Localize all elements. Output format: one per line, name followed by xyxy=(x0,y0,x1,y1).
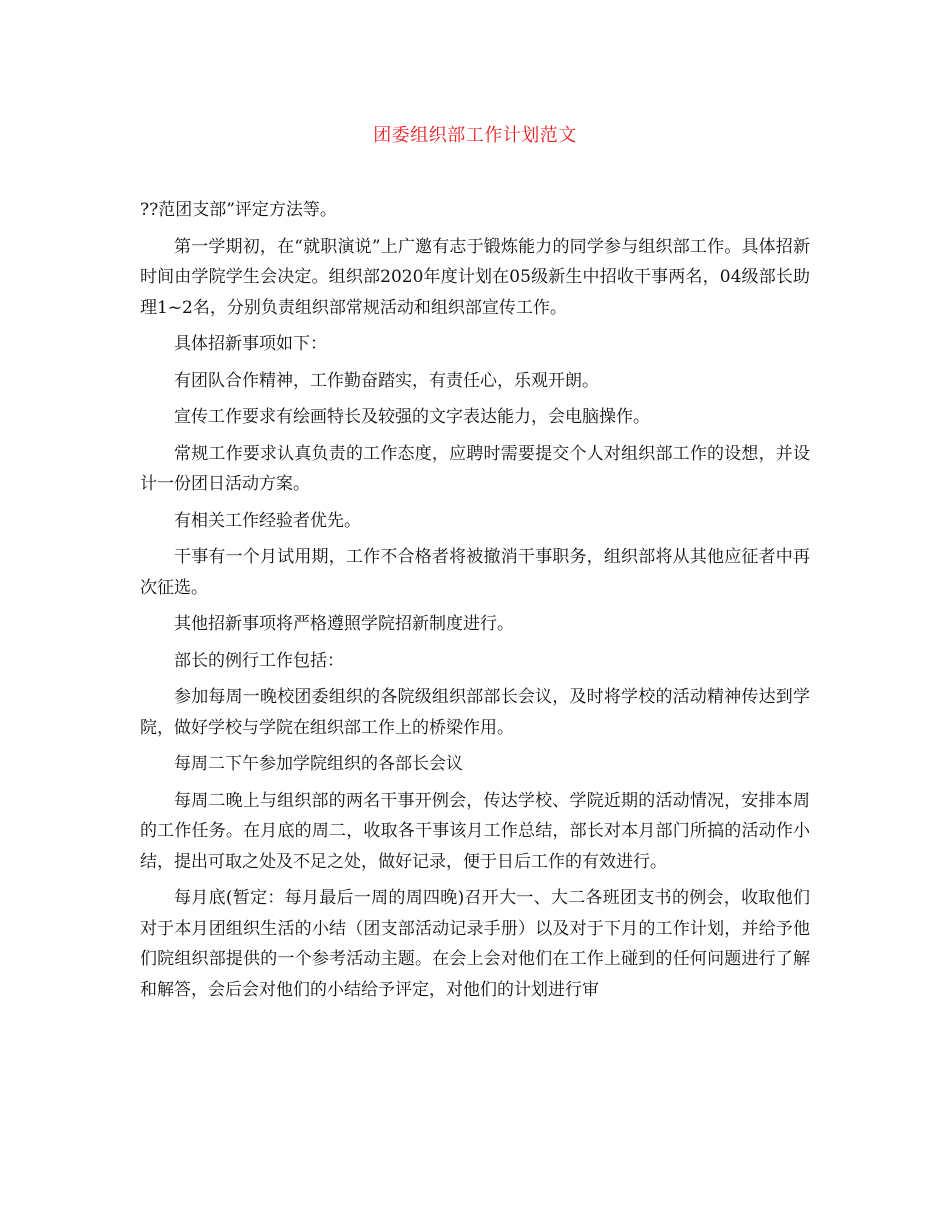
paragraph: 每月底(暂定：每月最后一周的周四晚)召开大一、大二各班团支书的例会，收取他们对于本月团组织生活的小结（团支部活动记录手册）以及对于下月的工作计划，并给予他们院组织部提供的一个参考活动主题。在会上会对他们在工作上碰到的任何问题进行了解和解答，会后会对他们的小结给予评定，对他们的计划进行审 xyxy=(140,888,810,1000)
document-title: 团委组织部工作计划范文 xyxy=(373,125,577,146)
paragraph: 有相关工作经验者优先。 xyxy=(174,510,361,531)
paragraph: 干事有一个月试用期，工作不合格者将被撤消干事职务，组织部将从其他应征者中再次征选。 xyxy=(140,547,810,598)
paragraph: 每周二晚上与组织部的两名干事开例会，传达学校、学院近期的活动情况，安排本周的工作任务。在月底的周二，收取各干事该月工作总结，部长对本月部门所搞的活动作小结，提出可取之处及不足之处，做好记录，便于日后工作的有效进行。 xyxy=(140,790,810,872)
paragraph: 部长的例行工作包括： xyxy=(174,650,344,671)
paragraph: 有团队合作精神，工作勤奋踏实，有责任心，乐观开朗。 xyxy=(174,370,599,391)
paragraph: 常规工作要求认真负责的工作态度，应聘时需要提交个人对组织部工作的设想，并设计一份团日活动方案。 xyxy=(140,443,810,494)
paragraph: 具体招新事项如下： xyxy=(174,334,327,354)
paragraph: 第一学期初，在“就职演说”上广邀有志于锻炼能力的同学参与组织部工作。具体招新时间由学院学生会决定。组织部2020年度计划在05级新生中招收干事两名，04级部长助理1~2名，分别负责组织部常规活动和组织部宣传工作。 xyxy=(140,236,810,318)
paragraph: 宣传工作要求有绘画特长及较强的文字表达能力，会电脑操作。 xyxy=(174,407,650,427)
document-body xyxy=(140,195,810,1005)
paragraph: 参加每周一晚校团委组织的各院级组织部部长会议，及时将学校的活动精神传达到学院，做好学校与学院在组织部工作上的桥梁作用。 xyxy=(140,687,810,738)
paragraph: 其他招新事项将严格遵照学院招新制度进行。 xyxy=(174,614,514,634)
paragraph: ??范团支部”评定方法等。 xyxy=(140,200,337,220)
paragraph: 每周二下午参加学院组织的各部长会议 xyxy=(174,754,463,774)
